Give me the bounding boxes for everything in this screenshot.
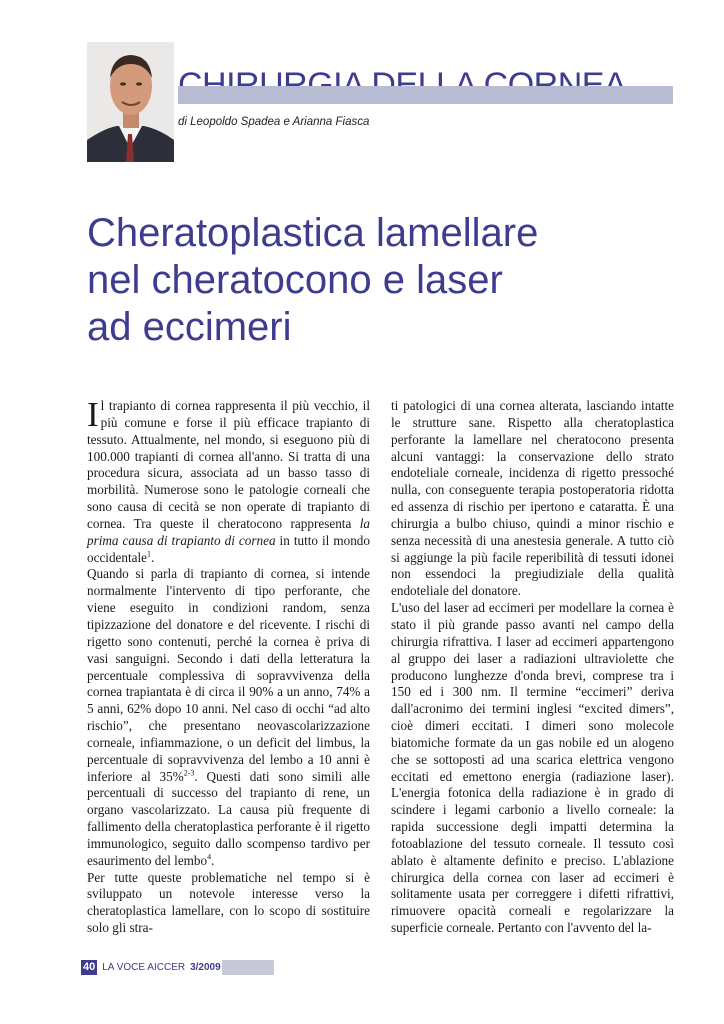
left-column <box>87 395 370 937</box>
article-title-line-2: nel cheratocono e laser <box>87 258 503 302</box>
paragraph: L'uso del laser ad eccimeri per modellare la cornea è stato il più grande passo avanti nel campo della chirurgia rifrattiva. I laser ad eccimeri appartengono al gruppo dei laser a radiazioni ultraviolette che producono lunghezze d'onda brevi, comprese tra i 150 ed i 300 nm. Il termine “eccimeri” deriva dall'acronimo dei termini inglesi “excited dimers”, cioè dimeri eccitati. I dimeri sono molecole biatomiche formate da un gas nobile ed un alogeno che se sottoposti ad una scarica elettrica vengono eccitati ed emettono energia (radiazione laser). L'energia fotonica della radiazione è in grado di scindere i legami carbonio a livello corneale: la rapida successione degli impatti determina la fotoablazione del tessuto corneale. Il tessuto così ablato è altamente definito e preciso. L'ablazione chirurgica della cornea con laser ad eccimeri è solitamente usata per correggere i difetti rifrattivi, rimuovere opacità corneali e regolarizzare la superficie corneale. Pertanto con l'avvento del la- <box>391 600 674 936</box>
paragraph: Quando si parla di trapianto di cornea, si intende normalmente l'intervento di tipo perforante, che viene eseguito in condizioni random, senza tipizzazione del donatore e del ricevente. I rischi di rigetto sono contenuti, perché la cornea è priva di vasi sanguigni. Secondo i dati della letteratura la percentuale complessiva di sopravvivenza della cornea trapiantata è di circa il 90% a un anno, 74% a 5 anni, 62% dopo 10 anni. Nel caso di occhi “ad alto rischio”, che presentano neovascolarizzazione corneale, infiammazione, o un deficit del limbus, la percentuale di sopravvivenza del lembo a 10 anni è inferiore al 35%$^{2-3}$. Questi dati sono simili alle percentuali di successo del trapianto di rene, un organo vascolarizzato. La causa più frequente di fallimento della cheratoplastica perforante è il rigetto immunologico, seguito dallo scompenso tardivo per esaurimento del lembo$^4$. <box>87 566 370 868</box>
footnote-ref: 1 <box>147 549 152 559</box>
article-title <box>87 210 647 351</box>
footer-bar <box>222 960 274 975</box>
paragraph: Il trapianto di cornea rappresenta il più vecchio, il più comune e forse il più efficace trapianto di tessuto. Attualmente, nel mondo, si eseguono più di 100.000 trapianti di cornea all'anno. Si tratta di una procedura sicura, associata ad un basso tasso di morbilità. Numerose sono le patologie corneali che sono causa di cecità se non operate di trapianto di cornea. Tra queste il cheratocono rappresenta la prima causa di trapianto di cornea in tutto il mondo occidentale$^1$. <box>87 395 370 565</box>
paragraph: ti patologici di una cornea alterata, lasciando intatte le strutture sane. Rispetto alla cheratoplastica perforante la lamellare nel cheratocono presenta alcuni vantaggi: la conservazione dello strato endoteliale corneale, incidenza di rigetto pressoché nulla, con conseguente terapia postoperatoria ridotta ed assenza di rischio per ipertono e cataratta. È una chirurgia a bulbo chiuso, quindi a minor rischio e senza necessità di una anestesia generale. A tutto ciò si aggiunge la più facile reperibilità di tessuti idonei non essendoci la pregiudiziale della qualità endoteliale del donatore. <box>391 398 674 599</box>
article-title-line-3: ad eccimeri <box>87 305 292 349</box>
footer <box>81 960 221 975</box>
emphasis: la prima causa di trapianto di cornea <box>87 515 370 548</box>
issue-number: 3/2009 <box>190 962 221 973</box>
section-title-bar <box>178 86 673 104</box>
page-number: 40 <box>83 961 96 973</box>
footnote-ref: 2-3 <box>183 768 195 778</box>
author-photo <box>87 42 174 162</box>
footnote-ref: 4 <box>207 852 212 862</box>
magazine-name: LA VOCE AICCER <box>102 962 186 973</box>
article-title-line-1: Cheratoplastica lamellare <box>87 211 539 255</box>
drop-cap: I <box>87 395 99 434</box>
right-column <box>391 398 674 937</box>
paragraph: Per tutte queste problematiche nel tempo si è sviluppato un notevole interesse verso la cheratoplastica lamellare, con lo scopo di sostituire solo gli stra- <box>87 869 370 936</box>
authors: di Leopoldo Spadea e Arianna Fiasca <box>178 116 370 128</box>
